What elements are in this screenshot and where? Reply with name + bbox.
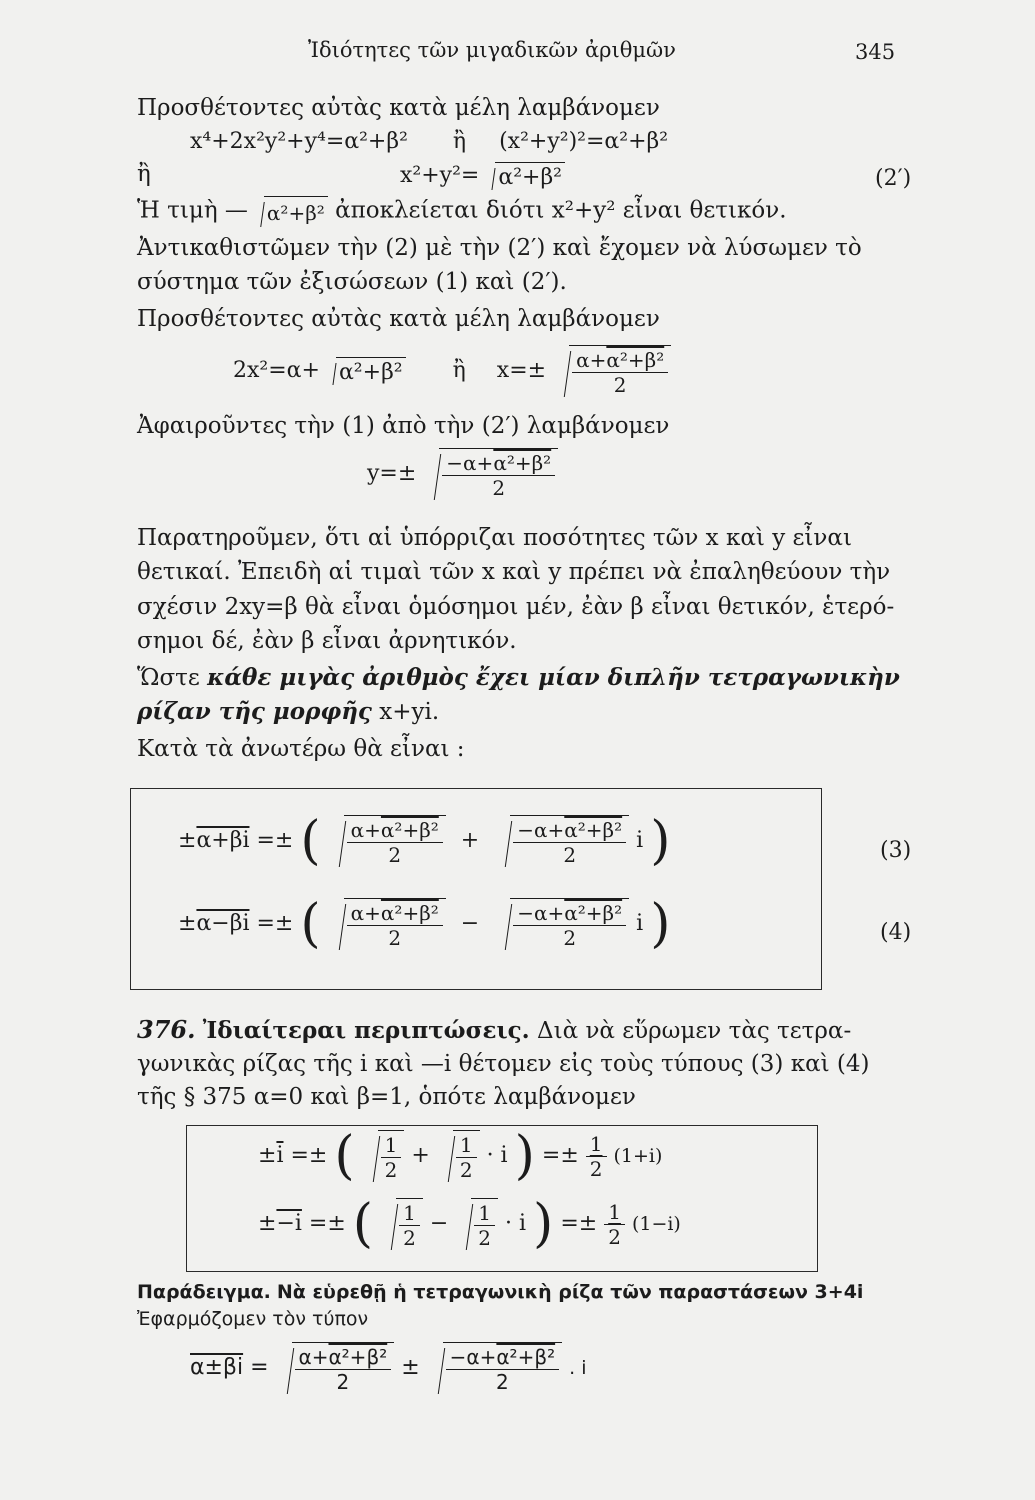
sqrt-big-symbol: $\frac{\text{−α+α²+β²}}{2}$ — [494, 898, 629, 950]
sqrt-big-symbol: $\frac{\text{α+α²+β²}}{2}$ — [328, 898, 446, 950]
paragraph-substitute-line2: σύστημα τῶν ἐξισώσεων (1) καὶ (2′). — [137, 269, 567, 295]
sqrt-big-symbol: $\frac{\text{α+α²+β²}}{2}$ — [328, 815, 446, 867]
right-paren: ) — [650, 894, 671, 954]
theorem-bold-2: ρίζαν τῆς μορφῆς — [137, 698, 372, 725]
text-so: Ὥστε — [137, 665, 200, 691]
minus-sign: − — [460, 911, 480, 936]
imaginary-i: i — [636, 828, 644, 853]
section-376-line1 — [137, 1016, 851, 1045]
equation-quartic-lhs: x⁴+2x²y²+y⁴=α²+β² — [190, 129, 408, 154]
equation-number-4: (4) — [880, 920, 912, 945]
dot-i: · i — [486, 1143, 508, 1168]
equation-number-3: (3) — [880, 838, 912, 863]
section-title: Ἰδιαίτεραι περιπτώσεις. — [202, 1017, 530, 1044]
sqrt-big-symbol: $\frac{\text{−α+α²+β²}}{2}$ — [494, 815, 629, 867]
paragraph-substitute-line1: Ἀντικαθιστῶμεν τὴν (2) μὲ τὴν (2′) καὶ ἔχομεν νὰ λύσωμεν τὸ — [137, 235, 862, 261]
sqrt-alpha-plus-beta-i: α+βi — [196, 828, 250, 853]
theorem-line2 — [137, 698, 439, 726]
right-paren: ) — [514, 1126, 535, 1186]
dot-i: . i — [569, 1357, 587, 1379]
formula-general: α±βi = $\frac{\text{α+α²+β²}}{2}$ ± $\frac{\text{−α+α²+β²}}{2}$ . i — [190, 1342, 586, 1394]
equation-y-lhs: y=± — [367, 461, 417, 486]
fraction-denominator: 2 — [613, 373, 627, 397]
example-text: Νὰ εὑρεθῇ ἡ τετραγωνικὴ ρίζα τῶν παραστάσεων 3+4i — [276, 1281, 864, 1303]
paragraph-observe-line3: σχέσιν 2xy=β θὰ εἶναι ὁμόσημοι μέν, ἐὰν β εἶναι θετικόν, ἑτερό- — [137, 594, 895, 620]
dot-i: · i — [505, 1211, 527, 1236]
paragraph-observe-line4: σημοι δέ, ἐὰν β εἶναι ἀρνητικόν. — [137, 628, 517, 654]
sqrt-content: α²+β² — [495, 162, 565, 190]
equation-2-prime — [400, 162, 565, 190]
section-text: Διὰ νὰ εὕρωμεν τὰς τετρα- — [536, 1018, 852, 1044]
pm-sign: ± — [401, 1355, 420, 1380]
example-line2: Ἐφαρμόζομεν τὸν τύπον — [137, 1308, 369, 1330]
equation-or-word: ἢ — [452, 358, 466, 383]
section-number: 376. — [137, 1015, 196, 1044]
sqrt-alpha-minus-beta-i: α−βi — [196, 911, 250, 936]
paragraph-observe-line2: θετικαί. Ἐπειδὴ αἱ τιμαὶ τῶν x καὶ y πρέπει νὰ ἐπαληθεύουν τὴν — [137, 559, 891, 585]
equation-x-lhs: 2x²=α+ — [233, 358, 320, 383]
equals-sign: = — [250, 1355, 269, 1380]
paragraph-subtract: Ἀφαιροῦντες τὴν (1) ἀπὸ τὴν (2′) λαμβάνομεν — [137, 413, 670, 439]
right-paren: ) — [650, 811, 671, 871]
formula-4: ±α−βi =± ( $\frac{\text{α+α²+β²}}{2}$ − $\frac{\text{−α+α²+β²}}{2}$ i ) — [178, 894, 671, 954]
page-number: 345 — [855, 40, 896, 64]
fraction — [572, 348, 668, 397]
example-label: Παράδειγμα. — [137, 1281, 271, 1303]
text-value-suffix: ἀποκλείεται διότι x²+y² εἶναι θετικόν. — [335, 197, 787, 224]
sqrt-symbol — [479, 162, 565, 190]
fraction-numerator: α+α²+β² — [572, 348, 668, 373]
running-header-title: Ἰδιότητες τῶν μιγαδικῶν ἀριθμῶν — [308, 38, 676, 62]
left-paren: ( — [334, 1126, 355, 1186]
sqrt-i: $\overline{i}$ — [276, 1143, 284, 1168]
equals-pm: =± — [308, 1211, 346, 1236]
fraction — [442, 451, 555, 500]
equation-quartic — [190, 129, 668, 154]
formula-3: ±α+βi =± ( $\frac{\text{α+α²+β²}}{2}$ + $\frac{\text{−α+α²+β²}}{2}$ i ) — [178, 811, 671, 871]
equation-quartic-rhs: (x²+y²)²=α²+β² — [499, 129, 669, 154]
right-paren: ) — [533, 1194, 554, 1254]
minus-sign: − — [429, 1211, 449, 1236]
formula-sqrt-minus-i: ±−i =± ( $\frac{1}{2}$ − $\frac{1}{2}$ · i ) =± $\frac{1}{2}$ (1−i) — [258, 1194, 681, 1254]
text-value-prefix: Ἡ τιμὴ — — [137, 197, 248, 224]
equals-pm: =± — [256, 911, 294, 936]
theorem-bold: κάθε μιγὰς ἀριθμὸς ἔχει μίαν διπλῆν τετραγωνικὴν — [207, 664, 900, 691]
sqrt-alpha-pm-beta-i: α±βi — [190, 1355, 244, 1380]
fraction-numerator: −α+α²+β² — [442, 451, 555, 476]
inner-sqrt: α²+β² — [493, 451, 552, 475]
section-376-line3: τῆς § 375 α=0 καὶ β=1, ὁπότε λαμβάνομεν — [137, 1084, 636, 1110]
fraction-denominator: 2 — [492, 476, 506, 500]
sqrt-content: α²+β² — [336, 357, 406, 385]
equals-pm: =± — [560, 1211, 598, 1236]
sqrt-symbol — [320, 357, 406, 385]
equals-pm: =± — [290, 1143, 328, 1168]
paragraph-accordingly: Κατὰ τὰ ἀνωτέρω θὰ εἶναι : — [137, 736, 465, 762]
formula-sqrt-i: $\pm\overline{i}$ =± ( $\frac{1}{2}$ + $\frac{1}{2}$ · i ) =± $\frac{1}{2}$ (1+i) — [258, 1126, 663, 1186]
paragraph-add-members-2: Προσθέτοντες αὐτὰς κατὰ μέλη λαμβάνομεν — [137, 306, 660, 332]
one-minus-i: (1−i) — [631, 1213, 681, 1235]
theorem-line1 — [137, 664, 900, 692]
plus-sign: + — [460, 828, 480, 853]
equation-2-prime-lhs: x²+y²= — [400, 163, 480, 188]
sqrt-content: α²+β² — [264, 196, 328, 227]
sqrt-big-symbol — [553, 345, 671, 397]
sqrt-symbol — [248, 196, 328, 227]
equation-x-pm: x=± — [496, 358, 547, 383]
sqrt-big-symbol — [423, 448, 558, 500]
equation-or-word: ἢ — [452, 129, 467, 154]
plus-sign: + — [411, 1143, 430, 1168]
left-paren: ( — [300, 894, 321, 954]
left-paren: ( — [300, 811, 321, 871]
inner-sqrt: α²+β² — [606, 348, 665, 372]
equation-y-solution — [367, 448, 558, 500]
left-paren: ( — [352, 1194, 374, 1254]
equals-pm: =± — [541, 1143, 579, 1168]
paragraph-observe-line1: Παρατηροῦμεν, ὅτι αἱ ὑπόρριζαι ποσότητες τῶν x καὶ y εἶναι — [137, 525, 852, 551]
sqrt-minus-i: −i — [276, 1211, 302, 1236]
theorem-form: x+yi. — [379, 699, 440, 725]
one-plus-i: (1+i) — [613, 1145, 663, 1167]
example-line1 — [137, 1278, 863, 1306]
equation-number-2-prime: (2′) — [875, 166, 912, 191]
or-word: ἢ — [137, 161, 151, 187]
imaginary-i: i — [636, 911, 644, 936]
paragraph-add-members: Προσθέτοντες αὐτὰς κατὰ μέλη λαμβάνομεν — [137, 95, 660, 121]
paragraph-value-excluded — [137, 196, 787, 227]
equals-pm: =± — [256, 828, 294, 853]
section-376-line2: γωνικὰς ρίζας τῆς i καὶ —i θέτομεν εἰς τοὺς τύπους (3) καὶ (4) — [137, 1051, 870, 1077]
equation-x-solution — [233, 345, 671, 397]
